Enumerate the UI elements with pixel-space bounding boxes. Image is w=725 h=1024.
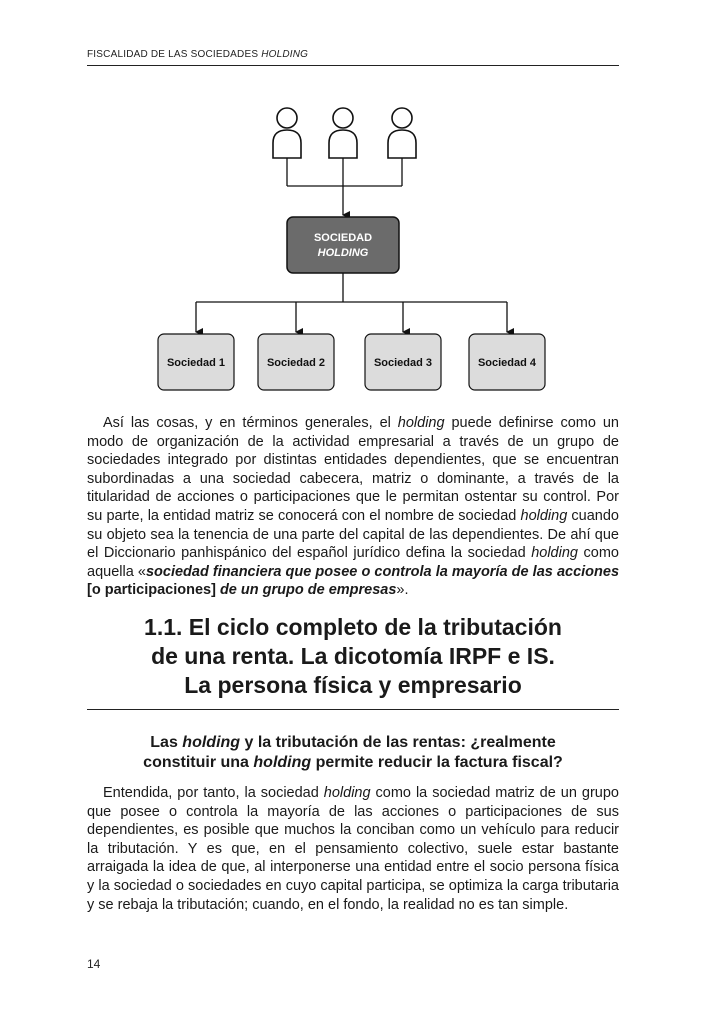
- quote-bold: [o participaciones]: [87, 582, 220, 599]
- subsection-heading: [87, 733, 619, 773]
- subsidiary-label: Sociedad 2: [266, 357, 326, 369]
- subsidiary-box-1: [158, 334, 234, 390]
- text-run-italic: holding: [397, 415, 445, 431]
- section-heading-line: La persona física y empresario: [184, 672, 522, 698]
- subsidiary-box-4: [469, 334, 545, 390]
- text-run: Entendida, por tanto, la sociedad: [103, 785, 324, 801]
- section-heading-line: de una renta. La dicotomía IRPF e IS.: [151, 643, 555, 669]
- text-run: como la sociedad matriz de un grupo que posee o controla la mayoría de las acciones o participaciones de sus dependientes, es posible que muchos la conciban como un vehículo para reducir la tributación. Y es que, en el pensamiento colectivo, suele estar bastante arraigada la idea de que, al interponerse una entidad entre el socio persona física y la sociedad o sociedades en cuyo capital participa, se optimiza la carga tributaria y se rebaja la tributación; cuando, en el fondo, la realidad no es tan simple.: [87, 785, 619, 913]
- text-run: cuando su objeto sea la tenencia de una parte del capital de las dependientes. De ahí que el Diccionario panhispánico del español jurídico defina la sociedad: [87, 507, 619, 562]
- text-run: y la tributación de las rentas: ¿realmente: [240, 734, 556, 751]
- paragraph-holding-definition: [87, 414, 619, 600]
- quote-bold-italic: sociedad financiera que posee o controla la mayoría de las acciones: [145, 563, 620, 580]
- quote-bold-italic: de un grupo de empresas: [219, 582, 397, 599]
- text-run-italic: holding: [253, 754, 312, 771]
- text-run-italic: holding: [531, 545, 578, 562]
- subsidiary-label: Sociedad 4: [477, 357, 537, 369]
- text-run: constituir una: [143, 754, 254, 771]
- text-run: Las: [150, 734, 183, 751]
- running-head-italic: HOLDING: [261, 49, 309, 60]
- holding-label-line2: HOLDING: [317, 247, 369, 259]
- subsidiary-label: Sociedad 3: [373, 357, 433, 369]
- subsidiaries-connector: [196, 273, 507, 332]
- subsidiary-box-2: [258, 334, 334, 390]
- shareholders-connector: [287, 158, 402, 215]
- text-run: ».: [396, 582, 409, 599]
- section-heading-line: 1.1. El ciclo completo de la tributación: [144, 614, 562, 640]
- person-icon: [273, 108, 301, 158]
- text-run-italic: holding: [520, 507, 568, 524]
- text-run: como aquella «: [87, 545, 619, 580]
- subsidiary-box-3: [365, 334, 441, 390]
- section-heading: [87, 613, 619, 710]
- page-number: 14: [87, 957, 101, 971]
- text-run: permite reducir la factura fiscal?: [311, 754, 563, 771]
- holding-structure-diagram: [0, 0, 725, 400]
- person-icon: [388, 108, 416, 158]
- text-run: puede definirse como un modo de organización de la actividad empresarial a través de un grupo de sociedades integrado por distintas entidades dependientes, que se encuentran subordinadas a una sociedad cabecera, matriz o dominante, a través de la titularidad de acciones o participaciones que le permitan ostentar su control. Por su parte, la entidad matriz se conocerá con el nombre de sociedad: [87, 415, 619, 524]
- holding-label-line1: SOCIEDAD: [313, 232, 373, 244]
- holding-company-box: [287, 217, 399, 273]
- text-run-italic: holding: [182, 734, 241, 751]
- paragraph-tax-reduction: [87, 784, 619, 914]
- text-run: Así las cosas, y en términos generales, el: [103, 415, 398, 431]
- running-head-text: FISCALIDAD DE LAS SOCIEDADES: [87, 49, 259, 60]
- subsidiary-label: Sociedad 1: [166, 357, 226, 369]
- person-icon: [329, 108, 357, 158]
- text-run-italic: holding: [323, 785, 371, 801]
